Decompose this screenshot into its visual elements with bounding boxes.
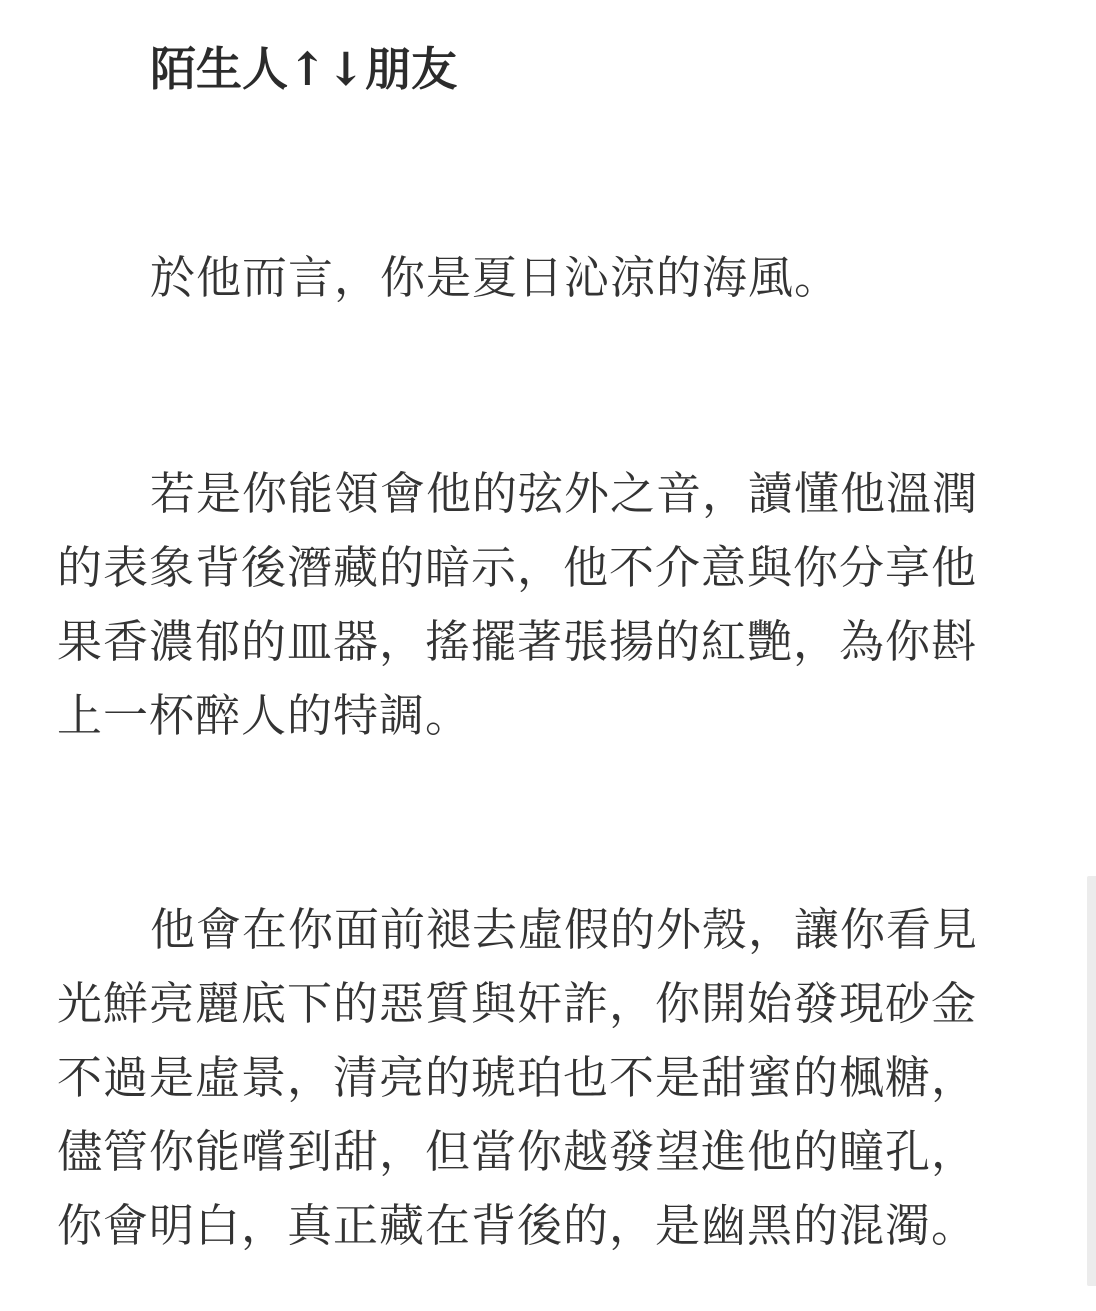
paragraph-2: 若是你能領會他的弦外之音，讀懂他溫潤的表象背後潛藏的暗示，他不介意與你分享他果香濃郁的皿器，搖擺著張揚的紅艷，為你斟上一杯醉人的特調。 [57,467,979,742]
paragraph-1: 於他而言，你是夏日沁涼的海風。 [150,251,841,304]
scrollbar[interactable] [1087,876,1096,1286]
article-title: 陌生人↑↓朋友 [150,42,458,96]
paragraph-3: 他會在你面前褪去虛假的外殼，讓你看見光鮮亮麗底下的惡質與奸詐，你開始發現砂金不過是虛景，清亮的琥珀也不是甜蜜的楓糖，儘管你能嚐到甜，但當你越發望進他的瞳孔，你會明白，真正藏在背後的，是幽黑的混濁。 [57,903,979,1252]
